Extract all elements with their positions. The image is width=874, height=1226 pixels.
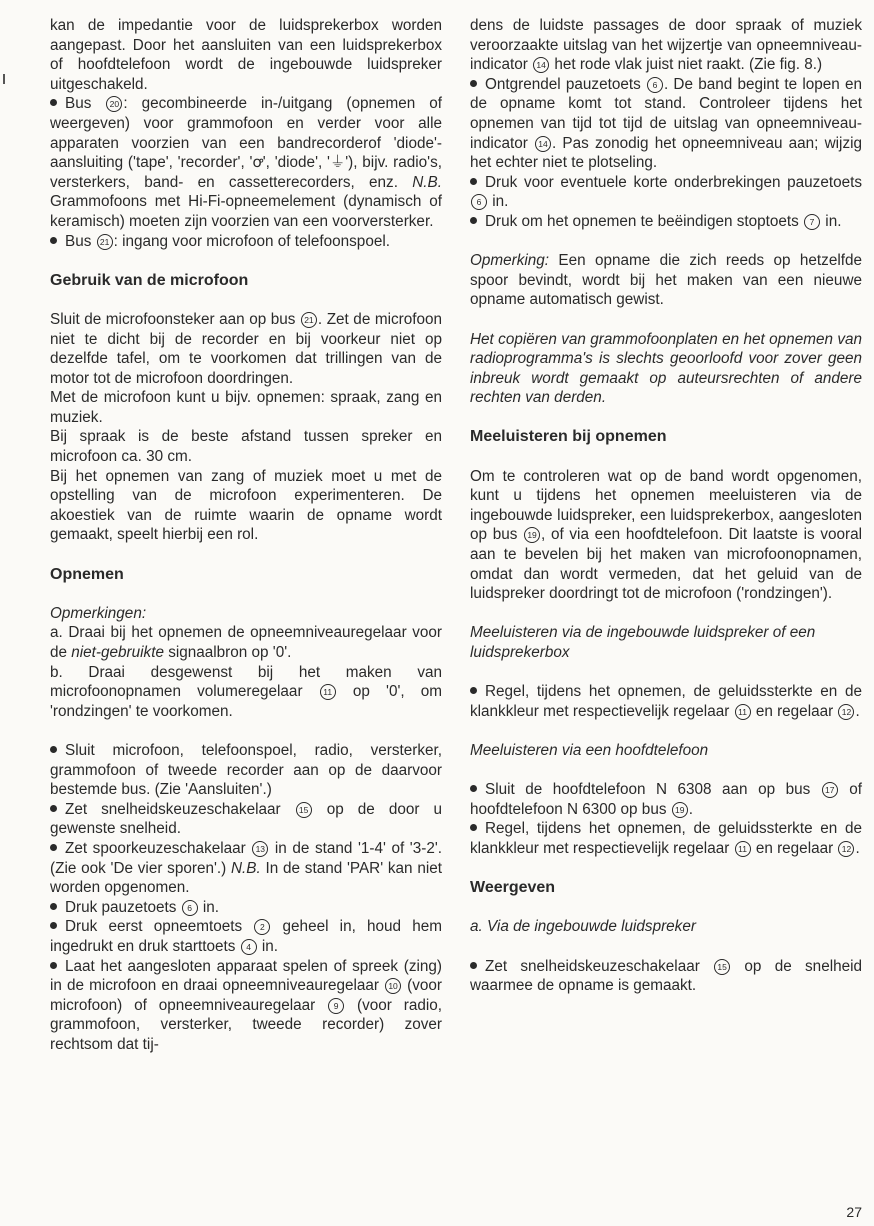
bullet-icon	[470, 785, 477, 792]
list-item	[470, 682, 862, 721]
bullet-icon	[470, 217, 477, 224]
list-item	[50, 800, 442, 839]
list-item-text-end: in.	[202, 898, 220, 916]
circled-number-icon: 6	[647, 77, 663, 93]
circled-number-icon: 21	[301, 312, 317, 328]
opmerking-paragraph	[470, 251, 862, 310]
bullet-icon	[50, 922, 57, 929]
list-item	[470, 957, 862, 996]
copyright-note: Het copiëren van grammofoonplaten en het opnemen van radioprogramma's is slechts geoorloofd voor zover geen inbreuk wordt gemaakt op auteursrechten of andere rechten van derden.	[470, 330, 862, 407]
subheading-hoofdtelefoon: Meeluisteren via een hoofdtelefoon	[470, 741, 709, 759]
list-item-text-end: . Pas zonodig het opneemniveau aan; wijzig het echter niet te plotseling.	[470, 134, 863, 172]
list-item	[470, 212, 862, 232]
heading-opnemen: Opnemen	[50, 565, 124, 583]
list-item	[50, 839, 442, 898]
list-item-text-mid: of hoofdtelefoon N 6300 op bus	[470, 781, 863, 818]
list-item-text: Zet snelheidskeuzeschakelaar	[485, 957, 700, 975]
circled-number-icon: 7	[804, 214, 820, 230]
subheading-weergeven-a: a. Via de ingebouwde luidspreker	[470, 918, 696, 936]
cont-text: dens de luidste passages de door spraak of muziek veroorzaakte uitslag van het wijzertje van opneemniveau-indicator	[470, 17, 862, 74]
mic-text: Sluit de microfoonsteker aan op bus	[50, 310, 296, 328]
list-item-text-end: .	[688, 800, 693, 818]
opmerking-a	[50, 623, 442, 662]
list-item-text-mid: geheel in, houd hem ingedrukt en druk starttoets	[50, 918, 443, 955]
list-item-text-end: In de stand 'PAR' kan niet worden opgenomen.	[50, 859, 442, 897]
list-item-text-end: op de snelheid waarmee de opname is gemaakt.	[470, 957, 863, 995]
list-item-text-mid: . De band begint te lopen en de opname komt tot stand. Controleer tijdens het opnemen van tijd tot tijd de uitslag van opneemniveau-indicator	[470, 75, 862, 152]
circled-number-icon: 13	[252, 841, 268, 857]
bus20-text: : gecombineerde in-/uitgang (opnemen of weergeven) voor grammofoon en verder voor alle apparaten voorzien van een bandrecorderof 'diode'-aansluiting ('tape', 'recorder', 'ꝍ', 'diode', '⏚'), bijv. radio's, versterkers, band- en cassetterecorders, enz.	[50, 95, 443, 191]
bullet-icon	[50, 962, 57, 969]
list-item	[50, 917, 442, 956]
circled-number-icon: 19	[672, 802, 688, 818]
list-item	[470, 780, 862, 819]
list-item-text-mid: en regelaar	[755, 839, 834, 857]
mic-paragraph-2: Met de microfoon kunt u bijv. opnemen: spraak, zang en muziek.	[50, 389, 442, 426]
bullet-icon	[470, 687, 477, 694]
mic-paragraph-3: Bij spraak is de beste afstand tussen spreker en microfoon ca. 30 cm.	[50, 428, 442, 466]
opmerking-b	[50, 663, 442, 722]
meel-text-end: , of via een hoofdtelefoon. Dit laatste is vooral aan te bevelen bij het maken van microfoonopnamen, omdat dan wordt vermeden, dat het geluid van de luidspreker doordringt tot de microfoon ('rondzingen').	[470, 526, 862, 603]
circled-number-icon: 17	[822, 782, 838, 798]
circled-number-icon: 11	[320, 684, 336, 700]
list-item	[50, 741, 442, 800]
bus21-paragraph	[50, 232, 442, 252]
opm-a-italic: niet-gebruikte	[71, 644, 164, 661]
list-item-text-mid: in de stand '1-4' of '3-2'. (Zie ook 'De vier sporen'.)	[50, 839, 442, 877]
opm-a-text-end: signaalbron op '0'.	[163, 644, 292, 661]
list-item-text-end: in.	[492, 193, 509, 211]
bullet-icon	[50, 844, 57, 851]
bullet-icon	[50, 903, 57, 910]
list-item	[470, 173, 862, 212]
list-item-text-mid: (voor microfoon) of opneemniveauregelaar	[50, 977, 442, 1014]
right-column	[470, 16, 862, 996]
circled-number-icon: 10	[385, 978, 401, 994]
heading-meeluisteren: Meeluisteren bij opnemen	[470, 428, 667, 446]
circled-number-icon: 12	[838, 841, 854, 857]
list-item-text-end: in.	[825, 212, 842, 230]
list-item-text: Laat het aangesloten apparaat spelen of spreek (zing) in de microfoon en draai opneemniveauregelaar	[50, 957, 442, 995]
list-item-text: Sluit de hoofdtelefoon N 6308 aan op bus	[485, 781, 811, 799]
list-item-text-end: op de door u gewenste snelheid.	[50, 800, 443, 838]
bullet-icon	[50, 237, 57, 244]
bullet-icon	[50, 99, 57, 106]
bullet-icon	[50, 805, 57, 812]
circled-number-icon: 20	[106, 96, 122, 112]
circled-number-icon: 19	[524, 527, 540, 543]
circled-number-icon: 2	[254, 919, 270, 935]
circled-number-icon: 15	[714, 959, 730, 975]
intro-paragraph: kan de impedantie voor de luidsprekerbox worden aangepast. Door het aansluiten van een luidsprekerbox of hoofdtelefoon wordt de ingebouwde luidspreker uitgeschakeld.	[50, 17, 442, 93]
circled-number-icon: 14	[533, 57, 549, 73]
circled-number-icon: 6	[182, 900, 198, 916]
bus-label: Bus	[65, 232, 92, 250]
subheading-luidspreker: Meeluisteren via de ingebouwde luidspreker of een luidsprekerbox	[470, 624, 816, 661]
circled-number-icon: 9	[328, 998, 344, 1014]
list-item-text: Druk pauzetoets	[65, 898, 177, 916]
heading-weergeven: Weergeven	[470, 879, 556, 897]
list-item	[50, 957, 442, 1055]
opmerking-label: Opmerking:	[470, 252, 550, 270]
circled-number-icon: 11	[735, 704, 751, 720]
opm-a-text: a. Draai bij het opnemen de opneemniveauregelaar voor de	[50, 624, 442, 661]
mic-paragraph-4: Bij het opnemen van zang of muziek moet u met de opstelling van de microfoon experimenteren. De akoestiek van de ruimte waarin de opname wordt gemaakt, speelt hierbij een rol.	[50, 467, 442, 544]
circled-number-icon: 21	[97, 234, 113, 250]
circled-number-icon: 15	[296, 802, 312, 818]
continuation-paragraph	[470, 16, 862, 75]
bullet-icon	[470, 178, 477, 185]
list-item-text: Zet spoorkeuzeschakelaar	[65, 839, 246, 857]
bullet-icon	[470, 962, 477, 969]
scan-mark	[3, 74, 5, 84]
circled-number-icon: 4	[241, 939, 257, 955]
opm-b-text-end: op '0', om 'rondzingen' te voorkomen.	[50, 683, 443, 720]
list-item	[50, 898, 442, 918]
bullet-icon	[470, 824, 477, 831]
list-item-text: Sluit microfoon, telefoonspoel, radio, versterker, grammofoon of tweede recorder aan op de daarvoor bestemde bus. (Zie 'Aansluiten'.)	[50, 741, 442, 799]
list-item-text-end: .	[855, 702, 860, 720]
bus-label: Bus	[65, 95, 92, 113]
meeluisteren-paragraph	[470, 467, 862, 604]
heading-microfoon: Gebruik van de microfoon	[50, 271, 249, 289]
list-item-text: Regel, tijdens het opnemen, de geluidssterkte en de klankkleur met respectievelijk regelaar	[470, 820, 862, 857]
bullet-icon	[470, 80, 477, 87]
list-item-text-mid: en regelaar	[755, 702, 834, 720]
nb-label: N.B.	[412, 173, 442, 191]
list-item-text: Zet snelheidskeuzeschakelaar	[65, 800, 281, 818]
page-number: 27	[846, 1204, 862, 1220]
list-item-text: Ontgrendel pauzetoets	[485, 75, 641, 93]
list-item-text-end: (voor radio, grammofoon, versterker, tweede recorder) zover rechtsom dat tij-	[50, 996, 442, 1053]
list-item-text: Druk voor eventuele korte onderbrekingen pauzetoets	[485, 173, 862, 191]
meel-text: Om te controleren wat op de band wordt opgenomen, kunt u tijdens het opnemen meeluisteren via de ingebouwde luidspreker, een luidsprekerbox, aangesloten op bus	[470, 467, 862, 544]
list-item-text: Druk eerst opneemtoets	[65, 918, 243, 936]
circled-number-icon: 11	[735, 841, 751, 857]
circled-number-icon: 12	[838, 704, 854, 720]
left-column	[50, 16, 442, 1054]
opmerking-text: Een opname die zich reeds op hetzelfde spoor bevindt, wordt bij het maken van een nieuwe opname automatisch gewist.	[470, 252, 862, 309]
bus20-paragraph	[50, 94, 442, 231]
list-item-text-end: in.	[261, 937, 279, 955]
bus21-text: : ingang voor microfoon of telefoonspoel.	[113, 232, 390, 250]
circled-number-icon: 6	[471, 194, 487, 210]
nb-label: N.B.	[230, 859, 261, 877]
mic-text-end: . Zet de microfoon niet te dicht bij de recorder en bij voorkeur niet op dezelfde tafel, om te voorkomen dat trillingen van de motor tot de microfoon doordringen.	[50, 310, 443, 387]
list-item-text: Regel, tijdens het opnemen, de geluidssterkte en de klankkleur met respectievelijk regelaar	[470, 683, 862, 720]
list-item	[470, 819, 862, 858]
bullet-icon	[50, 746, 57, 753]
list-item-text-end: .	[855, 839, 860, 857]
cont-text-end: het rode vlak juist niet raakt. (Zie fig. 8.)	[554, 56, 823, 74]
list-item	[470, 75, 862, 173]
circled-number-icon: 14	[535, 136, 551, 152]
opm-b-text: b. Draai desgewenst bij het maken van microfoonopnamen volumeregelaar	[50, 663, 442, 701]
opmerkingen-label: Opmerkingen:	[50, 604, 147, 622]
bus20-text-end: Grammofoons met Hi-Fi-opneemelement (dynamisch of keramisch) moeten zijn voorzien van een voorversterker.	[50, 193, 442, 230]
mic-paragraph-1	[50, 310, 442, 388]
list-item-text: Druk om het opnemen te beëindigen stoptoets	[485, 212, 799, 230]
